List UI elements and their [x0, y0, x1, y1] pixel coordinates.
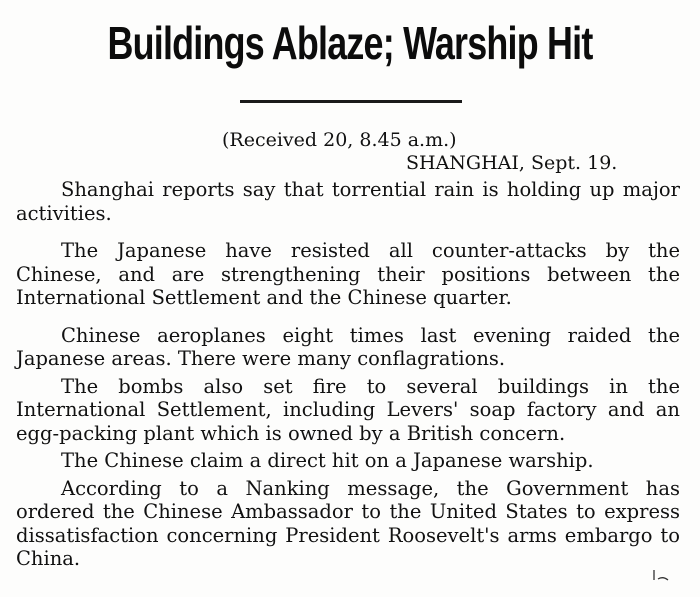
- article-body: [16, 178, 680, 571]
- paragraph: The Japanese have resisted all counter-attacks by the Chinese, and are strengthening their positions between the International Settlement and the Chinese quarter.: [16, 239, 680, 309]
- received-line: (Received 20, 8.45 a.m.): [222, 129, 457, 151]
- dateline: SHANGHAI, Sept. 19.: [406, 152, 618, 174]
- paragraph: According to a Nanking message, the Government has ordered the Chinese Ambassador to the United States to express dissatisfaction concerning President Roosevelt's arms embargo to China.: [16, 476, 680, 570]
- corner-mark-icon: [652, 568, 670, 582]
- paragraph: Chinese aeroplanes eight times last evening raided the Japanese areas. There were many conflagrations.: [16, 323, 680, 370]
- paragraph: The Chinese claim a direct hit on a Japanese warship.: [61, 449, 594, 472]
- paragraph: Shanghai reports say that torrential rain is holding up major activities.: [16, 178, 680, 225]
- paragraph: The bombs also set fire to several buildings in the International Settlement, including Levers' soap factory and an egg-packing plant which is owned by a British concern.: [16, 374, 680, 445]
- headline: Buildings Ablaze; Warship Hit: [107, 17, 593, 69]
- headline-rule: [240, 100, 462, 103]
